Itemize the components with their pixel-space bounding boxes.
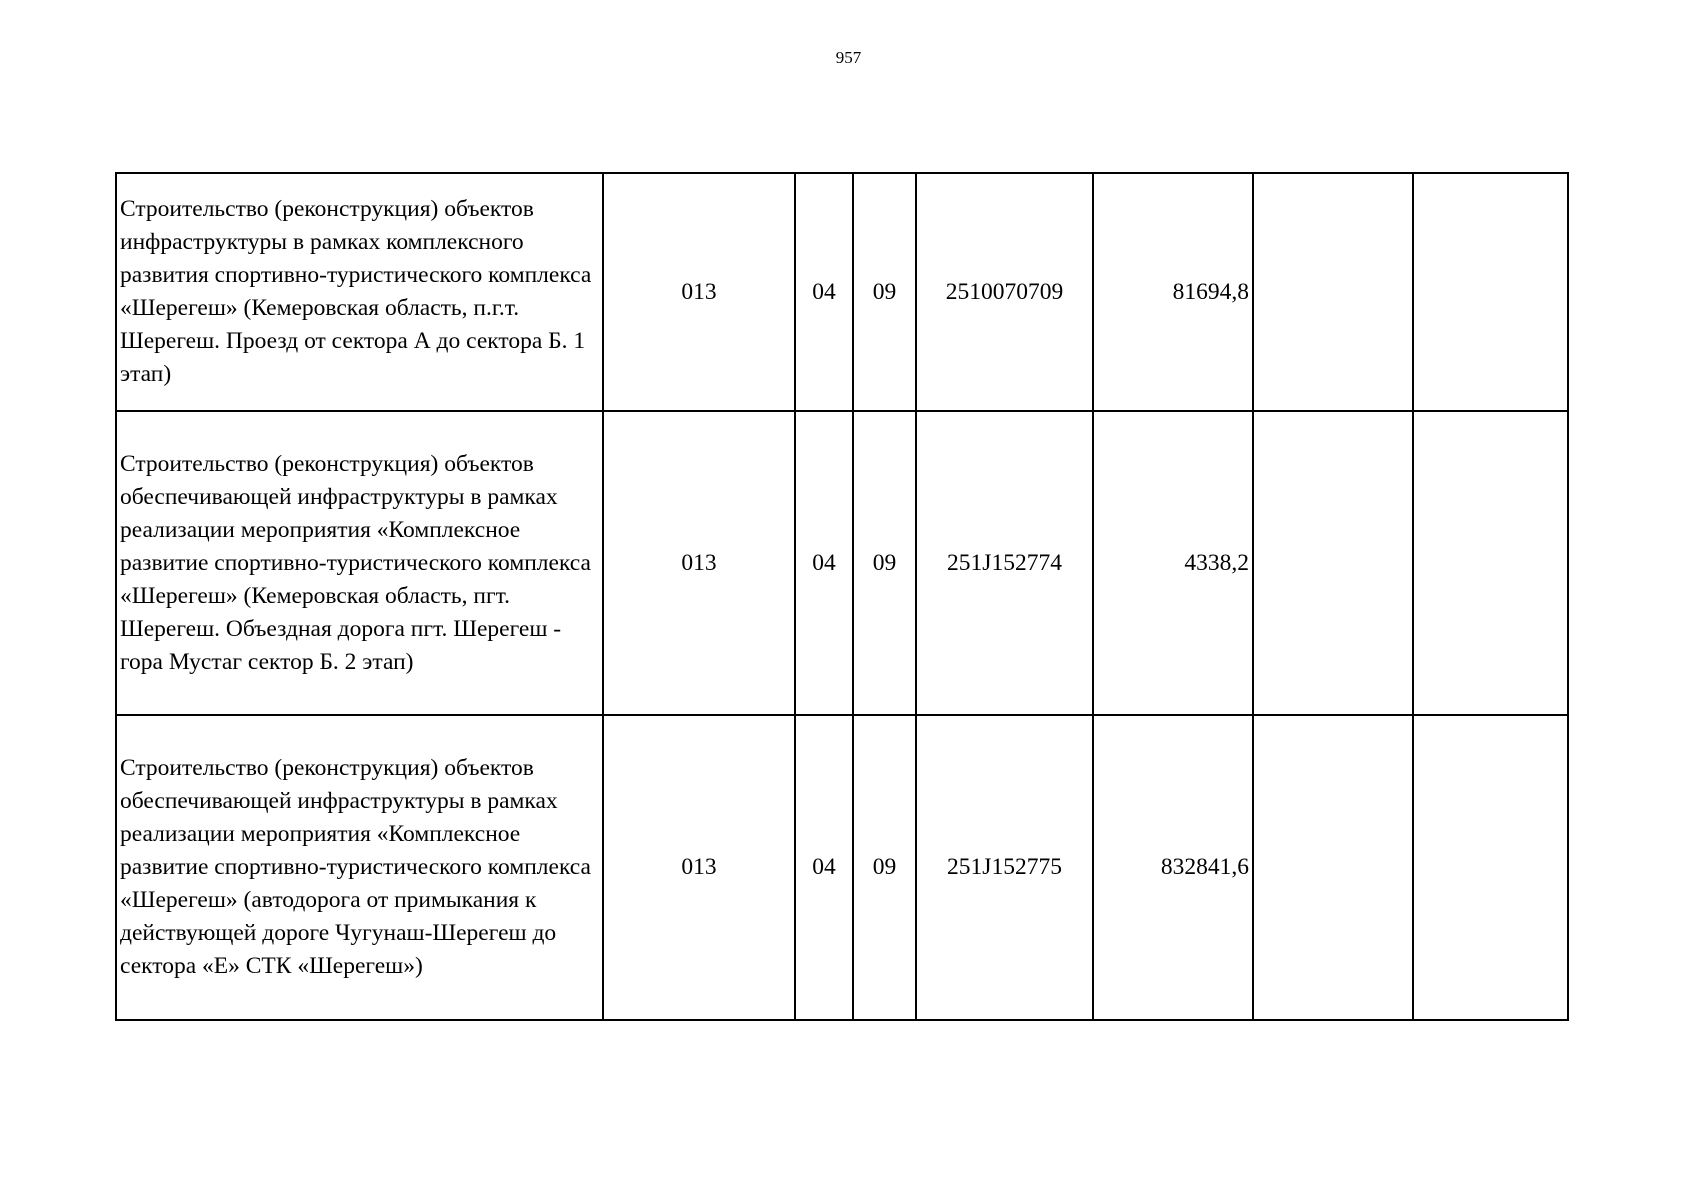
empty-cell-2 [1413,715,1568,1020]
ministry-code-cell: 013 [603,173,795,411]
empty-cell-2 [1413,173,1568,411]
page-number: 957 [835,48,862,67]
target-article-cell: 251J152774 [916,411,1093,715]
amount-cell: 4338,2 [1093,411,1253,715]
item-name-cell: Строительство (реконструкция) объектов обеспечивающей инфраструктуры в рамках реализации мероприятия «Комплексное развитие спортивно-туристического комплекса «Шерегеш» (Кемеровская область, пгт. Шерегеш. Объездная дорога пгт. Шерегеш - гора Мустаг сектор Б. 2 этап) [116,411,603,715]
budget-table [115,172,1569,1021]
item-name-cell: Строительство (реконструкция) объектов обеспечивающей инфраструктуры в рамках реализации мероприятия «Комплексное развитие спортивно-туристического комплекса «Шерегеш» (автодорога от примыкания к действующей дороге Чугунаш-Шерегеш до сектора «Е» СТК «Шерегеш») [116,715,603,1020]
section-code-cell: 04 [795,715,853,1020]
table-row [116,411,1568,715]
ministry-code-cell: 013 [603,715,795,1020]
subsection-code-cell: 09 [853,173,916,411]
target-article-cell: 2510070709 [916,173,1093,411]
empty-cell-1 [1253,411,1413,715]
target-article-cell: 251J152775 [916,715,1093,1020]
section-code-cell: 04 [795,173,853,411]
amount-cell: 81694,8 [1093,173,1253,411]
subsection-code-cell: 09 [853,715,916,1020]
amount-cell: 832841,6 [1093,715,1253,1020]
empty-cell-2 [1413,411,1568,715]
section-code-cell: 04 [795,411,853,715]
table-row [116,173,1568,411]
table-row [116,715,1568,1020]
subsection-code-cell: 09 [853,411,916,715]
empty-cell-1 [1253,173,1413,411]
ministry-code-cell: 013 [603,411,795,715]
empty-cell-1 [1253,715,1413,1020]
item-name-cell: Строительство (реконструкция) объектов инфраструктуры в рамках комплексного развития спортивно-туристического комплекса «Шерегеш» (Кемеровская область, п.г.т. Шерегеш. Проезд от сектора А до сектора Б. 1 этап) [116,173,603,411]
